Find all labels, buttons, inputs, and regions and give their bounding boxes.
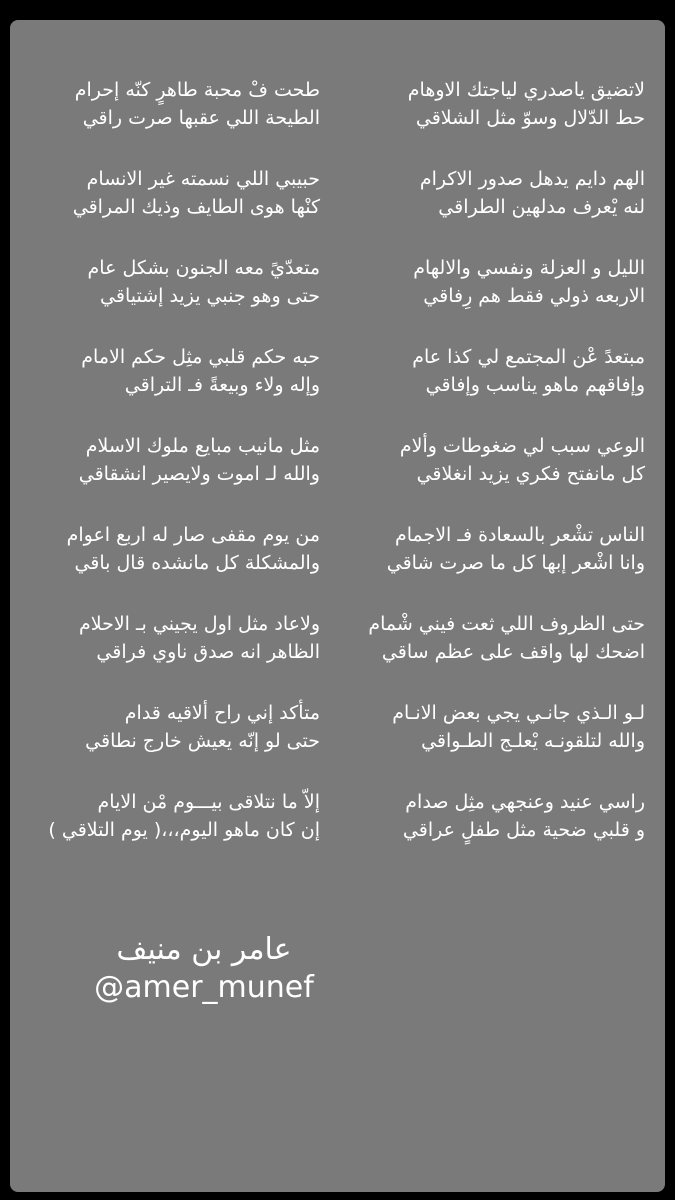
poem-card xyxy=(10,20,665,1192)
verse-line: وإفاقهم ماهو يناسب وإفاقي xyxy=(425,374,645,396)
stanza xyxy=(15,699,320,788)
stanza xyxy=(15,343,320,432)
verse-line: كنْها هوى الطايف وذيك المراقي xyxy=(72,196,320,218)
verse-line: حبه حكم قلبي مثِل حكم الامام xyxy=(81,346,320,368)
verse-line: مثل مانيب مبايع ملوك الاسلام xyxy=(85,435,320,457)
verse-line: راسي عنيد وعنجهي مثِل صدام xyxy=(405,791,645,813)
verse-line: متعدّيً معه الجنون بشكل عام xyxy=(87,257,320,279)
verse-line: كل مانفتح فكري يزيد انغلاقي xyxy=(416,463,645,485)
stanza xyxy=(345,76,645,165)
stanza xyxy=(15,610,320,699)
poet-name: عامر بن منيف xyxy=(116,932,292,967)
stanza xyxy=(15,521,320,610)
stanza xyxy=(345,521,645,610)
verse-line: الطيحة اللي عقبها صرت راقي xyxy=(82,107,320,129)
verse-line: وانا اشْعر إبها كل ما صرت شاقي xyxy=(386,552,645,574)
stanza xyxy=(345,254,645,343)
verse-line: الليل و العزلة ونفسي والالهام xyxy=(413,257,645,279)
verse-line: و قلبي ضحية مثل طفلٍ عراقي xyxy=(402,819,645,841)
verse-line: إن كان ماهو اليوم،،،( يوم التلاقي ) xyxy=(48,819,320,841)
verse-line: الهم دايم يدهل صدور الاكرام xyxy=(419,168,645,190)
verse-line: الظاهر انه صدق ناوي فراقي xyxy=(96,641,320,663)
stanza xyxy=(345,343,645,432)
verse-line: إلاّ ما نتلاقى بيـــوم مْن الايام xyxy=(97,791,320,813)
verse-line: لـو الـذي جانـي يجي بعض الانـام xyxy=(392,702,645,724)
verse-line: لنه يْعرف مدلهين الطراقي xyxy=(438,196,645,218)
stanza xyxy=(15,432,320,521)
stanza xyxy=(345,165,645,254)
stanza xyxy=(345,699,645,788)
poem-column-left xyxy=(15,76,320,877)
verse-line: حبيبي اللي نسمته غير الانسام xyxy=(86,168,320,190)
poet-handle: @amer_munef xyxy=(94,970,314,1005)
verse-line: من يوم مقفى صار له اربع اعوام xyxy=(66,524,320,546)
verse-line: وإله ولاء وبيعةً فـ التراقي xyxy=(124,374,320,396)
stanza xyxy=(15,254,320,343)
verse-line: لاتضيق ياصدري لياجتك الاوهام xyxy=(407,79,645,101)
stanza xyxy=(345,432,645,521)
stanza xyxy=(15,788,320,877)
verse-line: الناس تشْعر بالسعادة فـ الاجمام xyxy=(394,524,645,546)
verse-line: والله لـ اموت ولايصير انشقاقي xyxy=(78,463,320,485)
poet-signature xyxy=(94,932,314,1008)
poem-column-right xyxy=(345,76,645,877)
verse-line: حتى الظروف اللي ثعت فيني شْمام xyxy=(368,613,645,635)
verse-line: طحت فْ محبة طاهرٍ كنّه إحرام xyxy=(74,79,320,101)
verse-line: والمشكلة كل مانشده قال باقي xyxy=(74,552,320,574)
stanza xyxy=(15,76,320,165)
stanza xyxy=(345,788,645,877)
stanza xyxy=(15,165,320,254)
verse-line: ولاعاد مثل اول يجيني بـ الاحلام xyxy=(78,613,320,635)
verse-line: والله لتلقونـه يْعلـج الطـواقي xyxy=(421,730,645,752)
stanza xyxy=(345,610,645,699)
verse-line: الاربعه ذولي فقط هم رِفاقي xyxy=(423,285,645,307)
verse-line: حتى لو إنّه يعيش خارج نطاقي xyxy=(85,730,320,752)
verse-line: حط الدّلال وسوّ مثل الشلاقي xyxy=(415,107,645,129)
verse-line: متأكد إني راح ألاقيه قدام xyxy=(124,702,320,724)
verse-line: اضحك لها واقف على عظم ساقي xyxy=(381,641,645,663)
verse-line: حتى وهو جنبي يزيد إشتياقي xyxy=(100,285,320,307)
verse-line: مبتعدً عْن المجتمع لي كذا عام xyxy=(412,346,645,368)
verse-line: الوعي سبب لي ضغوطات وألام xyxy=(399,435,645,457)
